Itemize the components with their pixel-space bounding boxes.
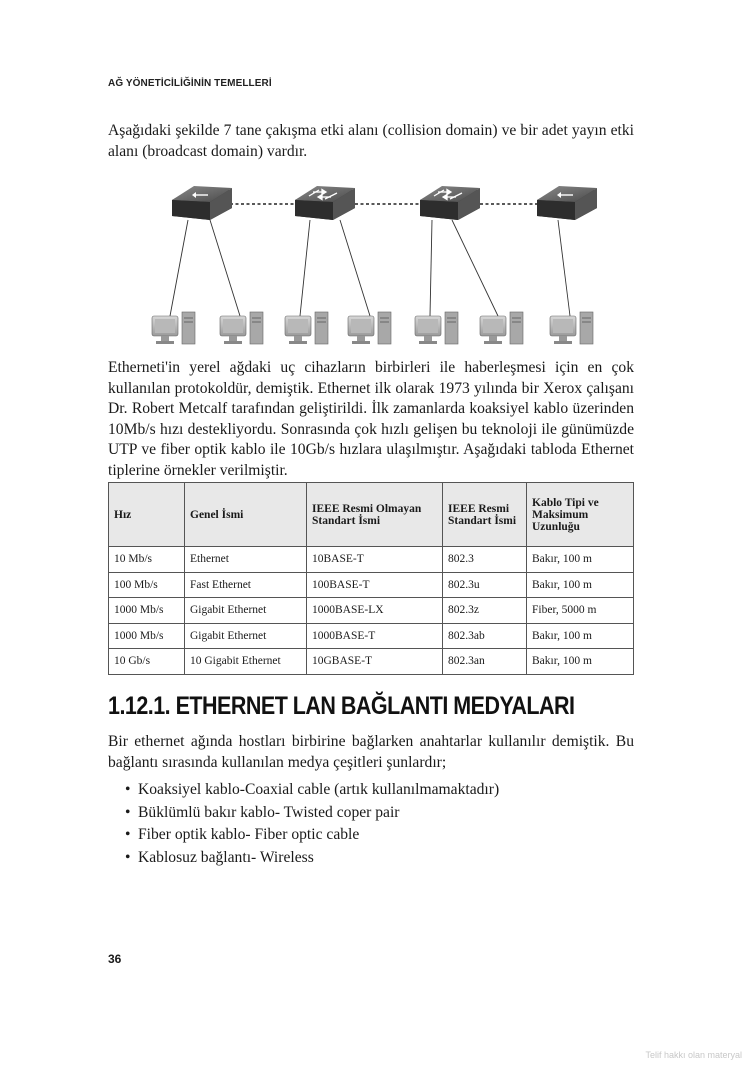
network-diagram xyxy=(130,170,630,350)
page-number: 36 xyxy=(108,952,122,966)
table-header-cell: Hız xyxy=(109,483,185,547)
table-cell: Fiber, 5000 m xyxy=(527,598,634,624)
table-header-cell: Genel İsmi xyxy=(185,483,307,547)
list-item: • Fiber optik kablo- Fiber optic cable xyxy=(108,824,499,847)
switch-icon xyxy=(420,186,480,220)
table-header-row xyxy=(109,483,634,547)
table-cell: Fast Ethernet xyxy=(185,572,307,598)
table-cell: 1000BASE-LX xyxy=(307,598,443,624)
computer-icon xyxy=(550,312,593,344)
computer-icon xyxy=(152,312,195,344)
switch-icon xyxy=(295,186,355,220)
computer-icon xyxy=(285,312,328,344)
computer-icon xyxy=(415,312,458,344)
table-row xyxy=(109,623,634,649)
computer-icon xyxy=(220,312,263,344)
table-cell: Bakır, 100 m xyxy=(527,572,634,598)
table-cell: 10BASE-T xyxy=(307,547,443,573)
table-cell: 802.3an xyxy=(443,649,527,675)
table-header-cell: IEEE Resmi Olmayan Standart İsmi xyxy=(307,483,443,547)
table-cell: Bakır, 100 m xyxy=(527,649,634,675)
table-cell: 802.3ab xyxy=(443,623,527,649)
table-cell: 1000 Mb/s xyxy=(109,623,185,649)
list-item: • Koaksiyel kablo-Coaxial cable (artık kullanılmamaktadır) xyxy=(108,779,499,802)
table-cell: 802.3u xyxy=(443,572,527,598)
table-header-cell: IEEE Resmi Standart İsmi xyxy=(443,483,527,547)
copyright-watermark: Telif hakkı olan materyal xyxy=(645,1050,742,1060)
table-row xyxy=(109,547,634,573)
table-cell: 100 Mb/s xyxy=(109,572,185,598)
table-cell: 100BASE-T xyxy=(307,572,443,598)
table-cell: 10 Mb/s xyxy=(109,547,185,573)
table-cell: 10 Gb/s xyxy=(109,649,185,675)
list-item: • Büklümlü bakır kablo- Twisted coper pair xyxy=(108,802,499,825)
table-cell: 1000 Mb/s xyxy=(109,598,185,624)
table-cell: Bakır, 100 m xyxy=(527,547,634,573)
table-row xyxy=(109,649,634,675)
table-header-cell: Kablo Tipi ve Maksimum Uzunluğu xyxy=(527,483,634,547)
table-cell: 10 Gigabit Ethernet xyxy=(185,649,307,675)
section-heading: 1.12.1. ETHERNET LAN BAĞLANTI MEDYALARI xyxy=(108,692,575,720)
running-header: AĞ YÖNETİCİLİĞİNİN TEMELLERİ xyxy=(108,78,272,89)
table-row xyxy=(109,572,634,598)
table-cell: 802.3 xyxy=(443,547,527,573)
media-types-list xyxy=(108,779,499,869)
list-item: • Kablosuz bağlantı- Wireless xyxy=(108,847,499,870)
table-cell: 10GBASE-T xyxy=(307,649,443,675)
table-row xyxy=(109,598,634,624)
table-cell: Gigabit Ethernet xyxy=(185,598,307,624)
table-cell: 1000BASE-T xyxy=(307,623,443,649)
hub-icon xyxy=(537,186,597,220)
computer-icon xyxy=(348,312,391,344)
computer-icon xyxy=(480,312,523,344)
table-cell: Gigabit Ethernet xyxy=(185,623,307,649)
intro-paragraph: Aşağıdaki şekilde 7 tane çakışma etki alanı (collision domain) ve bir adet yayın etki alanı (broadcast domain) vardır. xyxy=(108,122,634,160)
table-cell: Bakır, 100 m xyxy=(527,623,634,649)
table-cell: Ethernet xyxy=(185,547,307,573)
ethernet-types-table xyxy=(108,482,634,675)
ethernet-paragraph: Etherneti'in yerel ağdaki uç cihazların birbirleri ile haberleşmesi için en çok kullanılan protokoldür, demiştik. Ethernet ilk olarak 1973 yılında bir Xerox çalışanı Dr. Robert Metcalf tarafından geliştirildi. İlk zamanlarda koaksiyel kablo üzerinden 10Mb/s hızı destekliyordu. Sonrasında çok hızlı gelişen bu teknoloji ile günümüzde UTP ve fiber optik kablo ile 10Gb/s hızlara ulaşılmıştır. Aşağıdaki tabloda Ethernet tiplerine örnekler verilmiştir. xyxy=(108,359,634,479)
hub-icon xyxy=(172,186,232,220)
table-cell: 802.3z xyxy=(443,598,527,624)
section-intro-paragraph: Bir ethernet ağında hostları birbirine bağlarken anahtarlar kullanılır demiştik. Bu bağlantı sırasında kullanılan medya çeşitleri şunlardır; xyxy=(108,733,634,771)
